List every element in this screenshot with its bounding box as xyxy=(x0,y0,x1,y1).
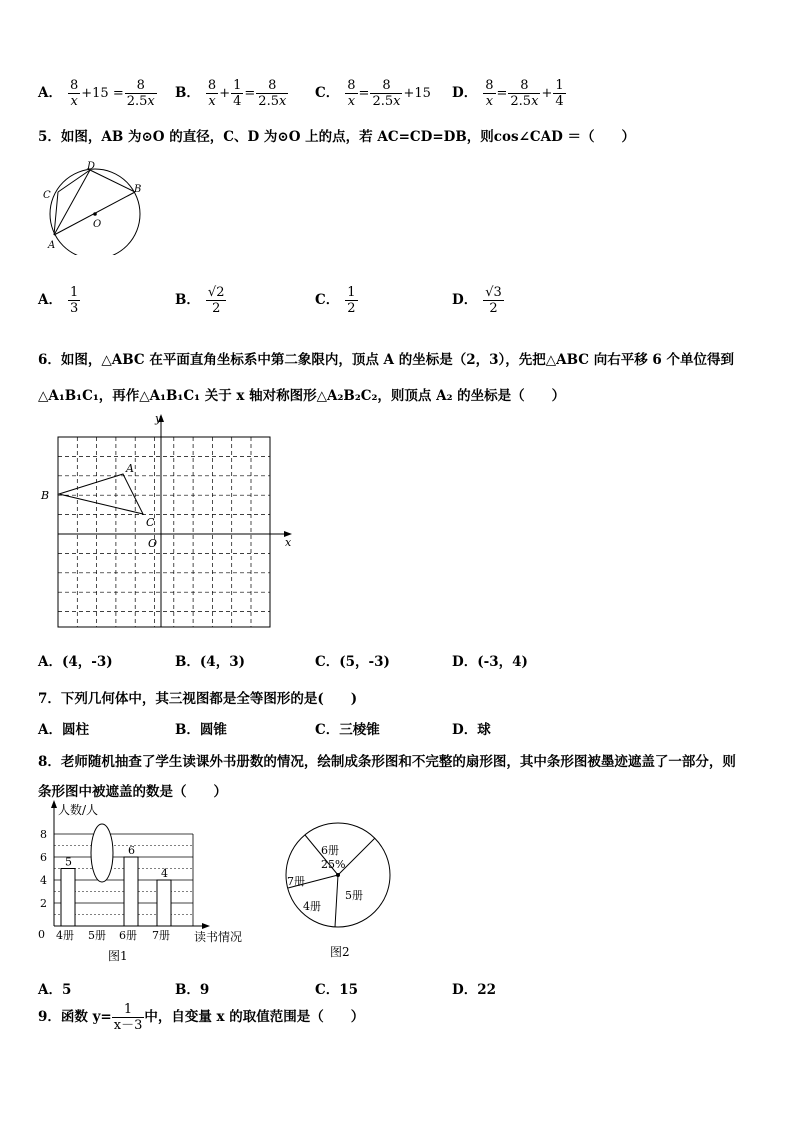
q7-stem: 7．下列几何体中，其三视图都是全等图形的是( ) xyxy=(38,691,358,707)
q8-option-c[interactable]: C．15 xyxy=(315,982,359,998)
q4-option-c[interactable] xyxy=(315,78,432,109)
q9-stem xyxy=(38,1002,364,1033)
pie-label-5: 5册 xyxy=(345,889,363,902)
fraction: $\frac{8}{x}$ xyxy=(485,78,494,109)
y-tick-label: 4 xyxy=(40,874,47,887)
bar-4册 xyxy=(61,869,75,927)
fraction: $\frac{8}{2.5x}$ xyxy=(258,78,287,109)
q8-bar-caption: 图1 xyxy=(108,949,128,963)
q4-option-a[interactable] xyxy=(38,78,157,109)
q5-label-a: A xyxy=(48,240,56,251)
math-text: = xyxy=(244,86,256,101)
x-tick-label: 7册 xyxy=(152,929,170,942)
pie-label-6: 6册 xyxy=(321,844,339,857)
q8-stem-line1: 8．老师随机抽查了学生读课外书册数的情况，绘制成条形图和不完整的扇形图，其中条形图被墨迹遮盖了一部分，则 xyxy=(38,754,736,770)
pie-label-7: 7册 xyxy=(287,875,305,888)
q8-bar-chart xyxy=(28,800,268,970)
fraction: $\frac{1}{4}$ xyxy=(555,78,564,109)
fraction: $\frac{8}{x}$ xyxy=(69,78,79,109)
y-tick-label: 8 xyxy=(40,828,47,841)
q6-label-a: A xyxy=(126,462,134,475)
q8-bar-xlabel: 读书情况 xyxy=(194,930,243,944)
option-letter: C． xyxy=(315,292,340,308)
q9-prefix: 9．函数 y= xyxy=(38,1009,112,1025)
q7-option-a[interactable]: A．圆柱 xyxy=(38,722,89,738)
x-tick-label: 6册 xyxy=(119,929,137,942)
bar-value-label: 5 xyxy=(65,855,72,869)
fraction: $\frac{√2}{2}$ xyxy=(207,285,225,316)
pie-label-25: 25% xyxy=(321,858,346,871)
q5-option-d[interactable] xyxy=(452,285,504,316)
math-text: + xyxy=(541,86,553,101)
q6-label-x: x xyxy=(285,536,292,549)
fraction: $\frac{8}{2.5x}$ xyxy=(510,78,539,109)
q5-option-b[interactable] xyxy=(175,285,226,316)
x-tick-label: 4册 xyxy=(56,929,74,942)
q6-coordinate-grid xyxy=(38,410,308,635)
fraction: $\frac{1}{3}$ xyxy=(69,285,79,316)
fraction: $\frac{8}{x}$ xyxy=(207,78,217,109)
q9-num: 1 xyxy=(112,1002,145,1018)
q8-pie-chart xyxy=(275,810,405,960)
bar-7册 xyxy=(157,880,171,926)
q6-option-a[interactable]: A．(4，-3) xyxy=(38,654,113,670)
fraction: $\frac{1}{4}$ xyxy=(233,78,242,109)
fraction: $\frac{8}{2.5x}$ xyxy=(372,78,401,109)
q6-label-c: C xyxy=(146,516,155,529)
ink-blot xyxy=(91,824,113,882)
q9-fraction xyxy=(112,1002,145,1033)
q5-option-a[interactable] xyxy=(38,285,80,316)
bar-6册 xyxy=(124,857,138,926)
q6-option-d[interactable]: D．(-3，4) xyxy=(452,654,528,670)
q4-option-b[interactable] xyxy=(175,78,288,109)
q6-stem-line2: △A₁B₁C₁，再作△A₁B₁C₁ 关于 x 轴对称图形△A₂B₂C₂，则顶点 A₂ 的坐标是（ ） xyxy=(38,388,566,404)
bar-value-label: 4 xyxy=(161,867,168,880)
option-letter: B． xyxy=(175,292,200,308)
bar-value-label: 6 xyxy=(128,844,135,857)
q6-label-o: O xyxy=(148,537,158,550)
q5-stem: 5．如图，AB 为⊙O 的直径，C、D 为⊙O 上的点，若 AC=CD=DB，则cos∠CAD ＝（ ） xyxy=(38,129,636,145)
q7-option-b[interactable]: B．圆锥 xyxy=(175,722,227,738)
y-tick-label: 0 xyxy=(38,928,45,941)
y-tick-label: 6 xyxy=(40,851,47,864)
q9-suffix: 中，自变量 x 的取值范围是（ ） xyxy=(144,1009,365,1025)
q5-label-c: C xyxy=(43,190,51,201)
q5-option-c[interactable] xyxy=(315,285,358,316)
q6-option-c[interactable]: C．(5，-3) xyxy=(315,654,390,670)
option-letter: A． xyxy=(38,292,62,308)
pie-label-4: 4册 xyxy=(303,900,321,913)
fraction: $\frac{8}{2.5x}$ xyxy=(126,78,155,109)
q8-option-d[interactable]: D．22 xyxy=(452,982,496,998)
math-text: = xyxy=(358,86,370,101)
fraction: $\frac{√3}{2}$ xyxy=(485,285,502,316)
q8-pie-caption: 图2 xyxy=(330,945,350,959)
option-letter: D． xyxy=(452,85,478,101)
q8-option-a[interactable]: A．5 xyxy=(38,982,72,998)
option-letter: D． xyxy=(452,292,478,308)
math-text: +15 = xyxy=(81,86,124,101)
fraction: $\frac{8}{x}$ xyxy=(347,78,356,109)
q5-label-b: B xyxy=(134,184,142,195)
math-text: +15 xyxy=(403,86,431,101)
y-tick-label: 2 xyxy=(40,897,47,910)
q6-label-b: B xyxy=(41,489,50,502)
fraction: $\frac{1}{2}$ xyxy=(347,285,356,316)
q8-option-b[interactable]: B．9 xyxy=(175,982,210,998)
q5-label-d: D xyxy=(87,161,96,172)
q8-stem-line2: 条形图中被遮盖的数是（ ） xyxy=(38,784,227,800)
x-tick-label: 5册 xyxy=(88,929,106,942)
q4-option-d[interactable] xyxy=(452,78,566,109)
q6-stem-line1: 6．如图，△ABC 在平面直角坐标系中第二象限内，顶点 A 的坐标是（2，3），先把△ABC 向右平移 6 个单位得到 xyxy=(38,352,735,368)
q6-label-y: y xyxy=(155,412,162,425)
math-text: + xyxy=(219,86,231,101)
q7-option-d[interactable]: D．球 xyxy=(452,722,491,738)
math-text: = xyxy=(496,86,508,101)
q5-circle-figure xyxy=(38,155,148,255)
q8-bar-ylabel: 人数/人 xyxy=(58,803,99,817)
q7-option-c[interactable]: C．三棱锥 xyxy=(315,722,380,738)
option-letter: C． xyxy=(315,85,340,101)
option-letter: A． xyxy=(38,85,62,101)
q9-den: x－3 xyxy=(113,1018,143,1033)
option-letter: B． xyxy=(175,85,200,101)
q6-option-b[interactable]: B．(4，3) xyxy=(175,654,245,670)
q5-label-o: O xyxy=(93,219,102,230)
